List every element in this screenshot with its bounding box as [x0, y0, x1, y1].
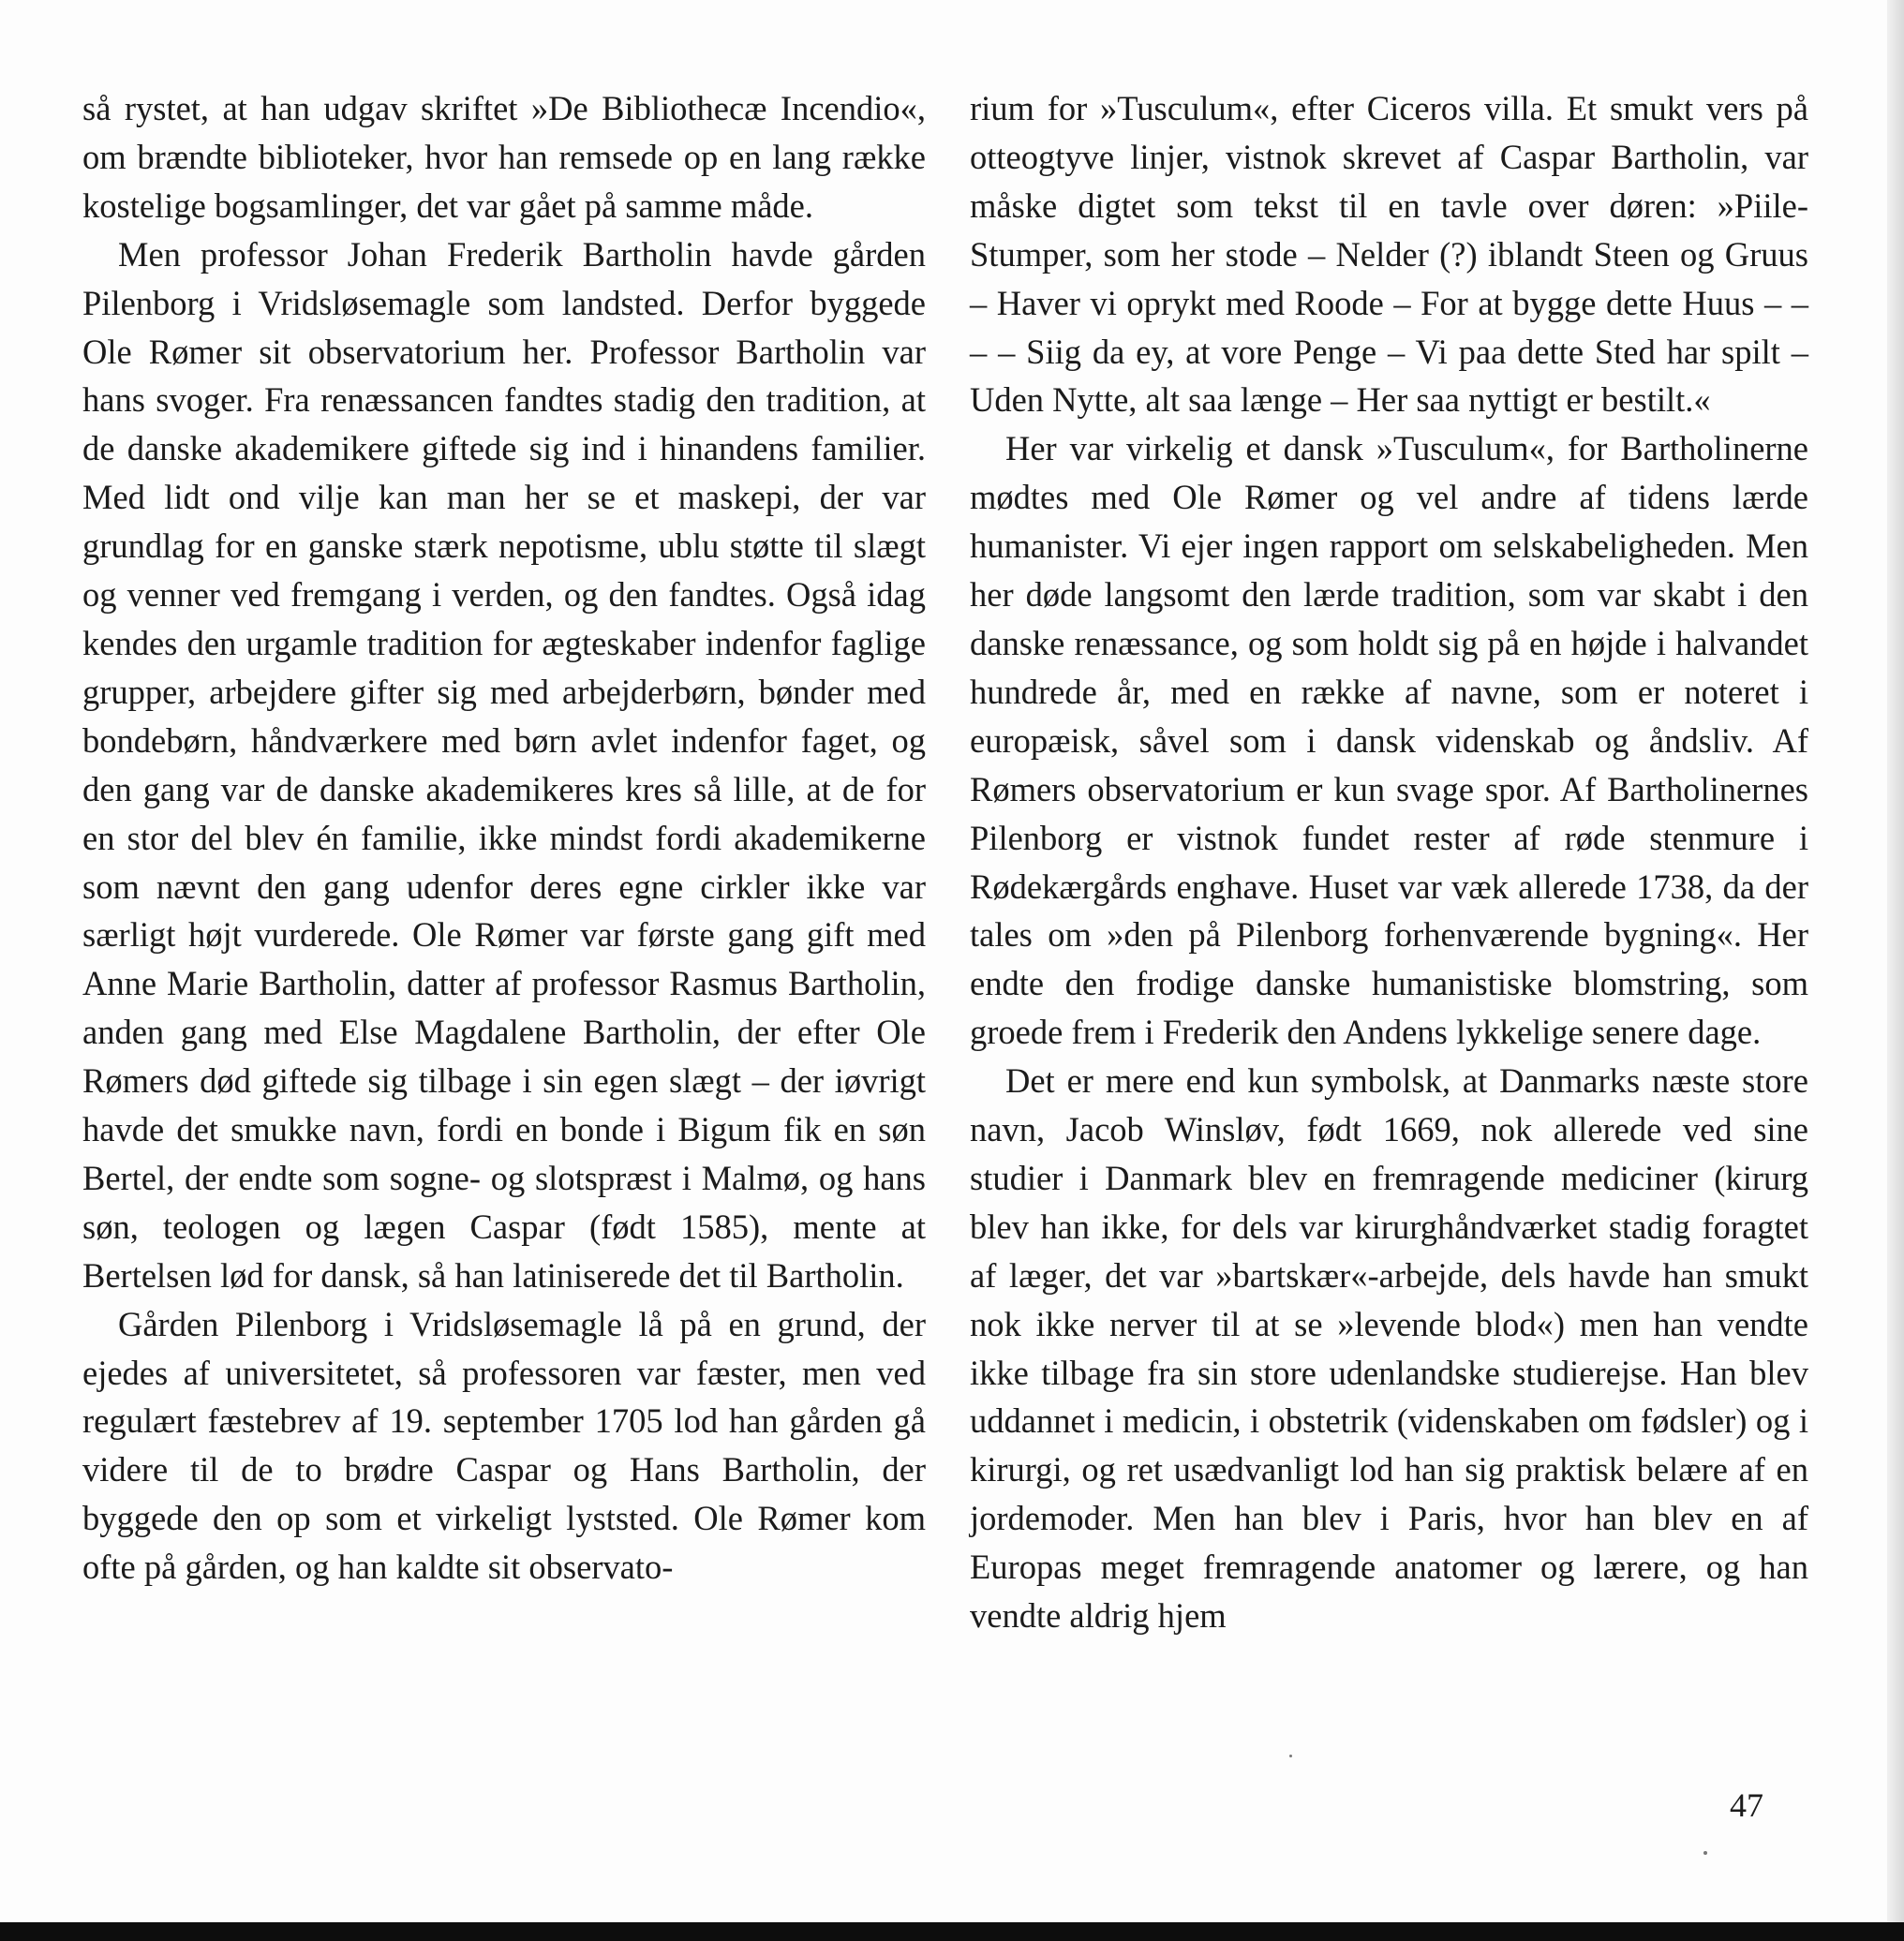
page-number: 47: [1730, 1786, 1763, 1824]
paragraph: så rystet, at han udgav skriftet »De Bibliothecæ Incendio«, om brændte biblioteker, hvor han remsede op en lang række kostelige bogsamlinger, det var gået på samme måde.: [82, 89, 926, 225]
dust-speck: [1703, 1851, 1707, 1855]
paragraph: Her var virkelig et dansk »Tusculum«, for Bartholinerne mødtes med Ole Rømer og vel andre af tidens lærde humanister. Vi ejer ingen rapport om selskabeligheden. Men her døde langsomt den lærde tradition, som var skabt i den danske renæssance, og som holdt sig på en højde i halvandet hundrede år, med en række af navne, som er noteret i europæisk, såvel som i dansk videnskab og åndsliv. Af Rømers observatorium er kun svage spor. Af Bartholinernes Pilenborg er vistnok fundet rester af røde stenmure i Rødekærgårds enghave. Huset var væk allerede 1738, da der tales om »den på Pilenborg forhenværende bygning«. Her endte den frodige danske humanistiske blomstring, som groede frem i Frederik den Andens lykkelige senere dage.: [970, 429, 1808, 1052]
dust-speck: [1289, 1755, 1292, 1757]
scan-bottom-edge: [0, 1922, 1904, 1941]
paragraph: rium for »Tusculum«, efter Ciceros villa. Et smukt vers på otteogtyve linjer, vistnok skrevet af Caspar Bartholin, var måske digtet som tekst til en tavle over døren: »Piile-Stumper, som her stode – Nelder (?) iblandt Steen og Gruus – Haver vi oprykt med Roode – For at bygge dette Huus – – – – Siig da ey, at vore Penge – Vi paa dette Sted har spilt – Uden Nytte, alt saa længe – Her saa nyttigt er bestilt.«: [970, 89, 1808, 420]
paragraph: Det er mere end kun symbolsk, at Danmarks næste store navn, Jacob Winsløv, født 1669, nok allerede ved sine studier i Danmark blev en fremragende mediciner (kirurg blev han ikke, for dels var kirurghåndværket stadig foragtet af læger, det var »bartskær«-arbejde, dels havde han smukt nok ikke nerver til at se »levende blod«) men han vendte ikke tilbage fra sin store udenlandske studierejse. Han blev uddannet i medicin, i obstetrik (videnskaben om fødsler) og i kirurgi, og ret usædvanligt lod han sig praktisk belære af en jordemoder. Men han blev i Paris, hvor han blev en af Europas meget fremragende anatomer og lærere, og han vendte aldrig hjem: [970, 1061, 1808, 1636]
left-text-column: [82, 84, 926, 1592]
right-text-column: [970, 84, 1808, 1640]
paragraph: Men professor Johan Frederik Bartholin havde gården Pilenborg i Vridsløsemagle som landsted. Derfor byggede Ole Rømer sit observatorium her. Professor Bartholin var hans svoger. Fra renæssancen fandtes stadig den tradition, at de danske akademikere giftede sig ind i hinandens familier. Med lidt ond vilje kan man her se et maskepi, der var grundlag for en ganske stærk nepotisme, ublu støtte til slægt og venner ved fremgang i verden, og den fandtes. Også idag kendes den urgamle tradition for ægteskaber indenfor faglige grupper, arbejdere gifter sig med arbejderbørn, bønder med bondebørn, håndværkere med børn avlet indenfor faget, og den gang var de danske akademikeres kres så lille, at de for en stor del blev én familie, ikke mindst fordi akademikerne som nævnt den gang udenfor deres egne cirkler ikke var særligt højt vurderede. Ole Rømer var første gang gift med Anne Marie Bartholin, datter af professor Rasmus Bartholin, anden gang med Else Magdalene Bartholin, der efter Ole Rømers død giftede sig tilbage i sin egen slægt – der iøvrigt havde det smukke navn, fordi en bonde i Bigum fik en søn Bertel, der endte som sogne- og slotspræst i Malmø, og hans søn, teologen og lægen Caspar (født 1585), mente at Bertelsen lød for dansk, så han latiniserede det til Bartholin.: [82, 234, 926, 1295]
paragraph: Gården Pilenborg i Vridsløsemagle lå på en grund, der ejedes af universitetet, så professoren var fæster, men ved regulært fæstebrev af 19. september 1705 lod han gården gå videre til de to brødre Caspar og Hans Bartholin, der byggede den op som et virkeligt lyststed. Ole Rømer kom ofte på gården, og han kaldte sit observato-: [82, 1304, 926, 1587]
page-edge-shadow: [1887, 0, 1904, 1922]
